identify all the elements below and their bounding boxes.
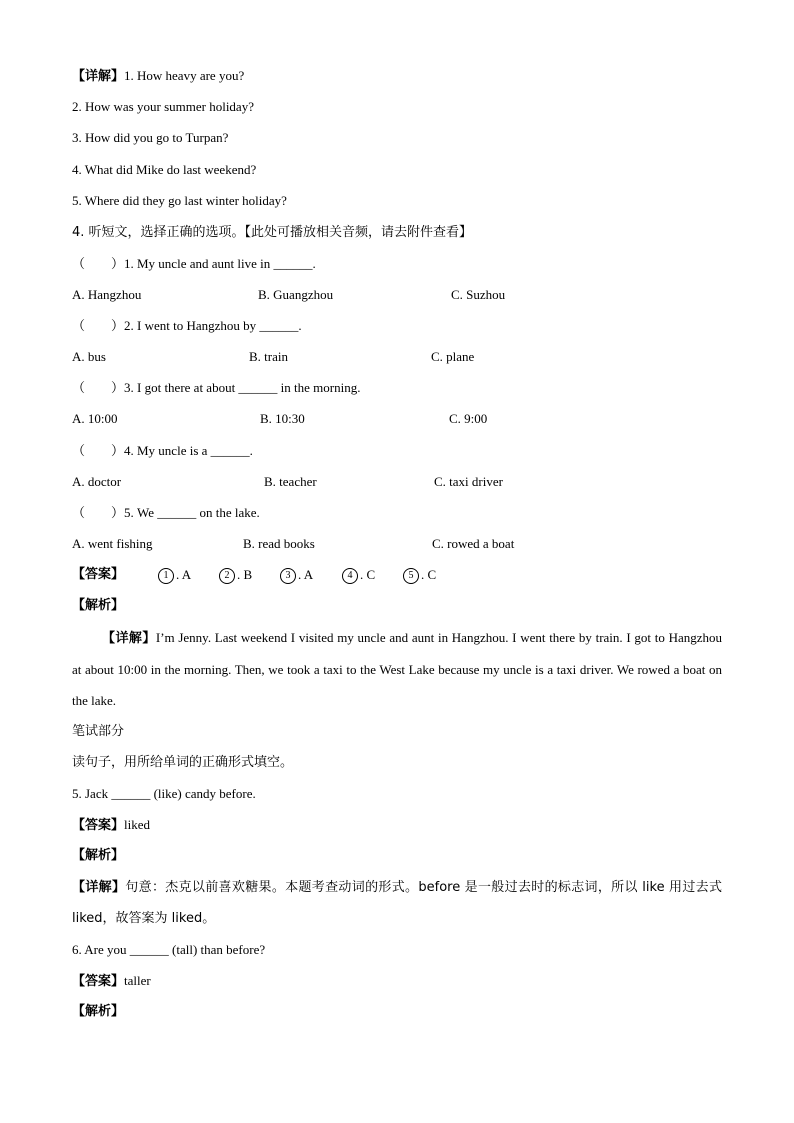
q5-detail-tag: 【详解】 xyxy=(72,880,126,895)
detail-line-3: 3. How did you go to Turpan? xyxy=(72,130,229,145)
question-3-stem: （ ）3. I got there at about ______ in the morning. xyxy=(72,380,361,395)
q6-answer-value: taller xyxy=(124,973,151,988)
q5-option-a: A. went fishing xyxy=(72,536,153,551)
question-6-fill: 6. Are you ______ (tall) than before? xyxy=(72,942,266,957)
section-4-title: 4. 听短文，选择正确的选项。【此处可播放相关音频，请去附件查看】 xyxy=(72,225,473,240)
answer-5 xyxy=(403,567,436,584)
q3-option-b: B. 10:30 xyxy=(260,411,305,426)
q2-option-a: A. bus xyxy=(72,349,106,364)
question-5-fill: 5. Jack ______ (like) candy before. xyxy=(72,786,256,801)
detail-paragraph-tag: 【详解】 xyxy=(102,631,156,646)
written-heading: 笔试部分 xyxy=(72,724,125,739)
q2-option-b: B. train xyxy=(249,349,288,364)
q2-option-c: C. plane xyxy=(431,349,475,364)
q6-analysis-label: 【解析】 xyxy=(72,1004,125,1019)
question-1-stem: （ ）1. My uncle and aunt live in ______. xyxy=(72,256,316,271)
answer-5-value: . C xyxy=(421,567,437,582)
detail-question-1: 1. How heavy are you? xyxy=(124,68,245,83)
answer-4 xyxy=(342,567,375,584)
detail-paragraph xyxy=(72,622,722,716)
q5-answer xyxy=(72,817,150,834)
detail-line-1 xyxy=(72,68,244,85)
q5-detail-text: 句意：杰克以前喜欢糖果。本题考查动词的形式。before 是一般过去时的标志词，所以 like 用过去式 liked，故答案为 liked。 xyxy=(72,880,722,926)
q5-answer-label: 【答案】 xyxy=(72,818,125,833)
answer-2-number: 2 xyxy=(219,568,235,584)
analysis-label: 【解析】 xyxy=(72,598,125,613)
answer-1-number: 1 xyxy=(158,568,174,584)
detail-paragraph-text: I’m Jenny. Last weekend I visited my uncle and aunt in Hangzhou. I went there by train. I got to Hangzhou at about 10:00 in the morning. Then, we took a taxi to the West Lake because my uncle is a taxi driver. We rowed a boat on the lake. xyxy=(72,630,722,708)
answer-2-value: . B xyxy=(237,567,253,582)
detail-line-5: 5. Where did they go last winter holiday? xyxy=(72,193,287,208)
question-2-stem: （ ）2. I went to Hangzhou by ______. xyxy=(72,318,302,333)
answer-3-number: 3 xyxy=(280,568,296,584)
answer-4-number: 4 xyxy=(342,568,358,584)
answer-4-value: . C xyxy=(360,567,376,582)
written-instruction: 读句子，用所给单词的正确形式填空。 xyxy=(72,755,294,770)
question-4-stem: （ ）4. My uncle is a ______. xyxy=(72,443,253,458)
q5-option-b: B. read books xyxy=(243,536,315,551)
answer-label: 【答案】 xyxy=(72,567,125,582)
q3-option-a: A. 10:00 xyxy=(72,411,118,426)
answer-1 xyxy=(158,567,191,584)
q1-option-c: C. Suzhou xyxy=(451,287,506,302)
detail-line-2: 2. How was your summer holiday? xyxy=(72,99,254,114)
answer-3 xyxy=(280,567,313,584)
q5-option-c: C. rowed a boat xyxy=(432,536,515,551)
q5-detail-paragraph xyxy=(72,872,722,934)
question-5-stem: （ ）5. We ______ on the lake. xyxy=(72,505,260,520)
q1-option-a: A. Hangzhou xyxy=(72,287,142,302)
q6-answer xyxy=(72,973,151,990)
q5-analysis-label: 【解析】 xyxy=(72,848,125,863)
answer-3-value: . A xyxy=(298,567,314,582)
detail-tag: 【详解】 xyxy=(72,69,125,84)
q3-option-c: C. 9:00 xyxy=(449,411,488,426)
answer-1-value: . A xyxy=(176,567,192,582)
answer-5-number: 5 xyxy=(403,568,419,584)
q4-option-a: A. doctor xyxy=(72,474,122,489)
q5-answer-value: liked xyxy=(124,817,151,832)
q1-option-b: B. Guangzhou xyxy=(258,287,334,302)
answer-2 xyxy=(219,567,252,584)
detail-line-4: 4. What did Mike do last weekend? xyxy=(72,162,257,177)
q6-answer-label: 【答案】 xyxy=(72,974,125,989)
q4-option-b: B. teacher xyxy=(264,474,317,489)
q4-option-c: C. taxi driver xyxy=(434,474,503,489)
